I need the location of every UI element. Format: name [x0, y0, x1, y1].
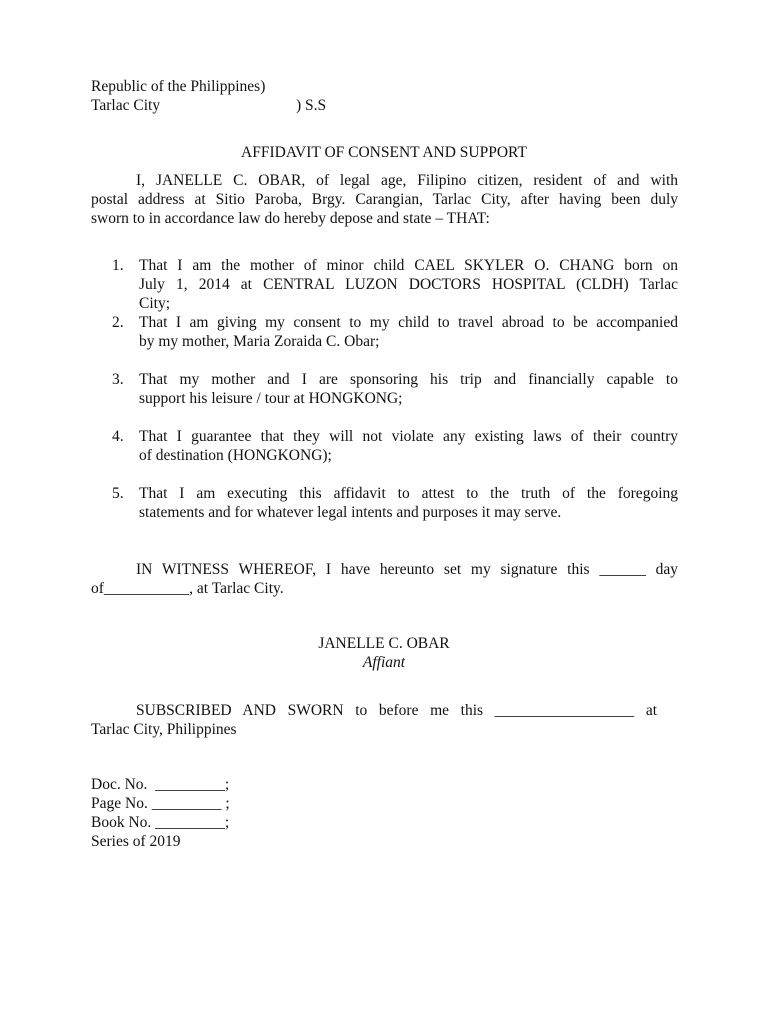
item-number: 4. [112, 428, 124, 445]
item-3-line-2: support his leisure / tour at HONGKONG; [139, 390, 403, 407]
notary-series: Series of 2019 [91, 833, 181, 850]
subscribed-line-1: SUBSCRIBED AND SWORN to before me this __________________ at [136, 702, 657, 719]
intro-line-1: I, JANELLE C. OBAR, of legal age, Filipino citizen, resident of and with [136, 172, 678, 189]
intro-line-3: sworn to in accordance law do hereby depose and state – THAT: [91, 210, 490, 227]
item-1-line-2: July 1, 2014 at CENTRAL LUZON DOCTORS HOSPITAL (CLDH) Tarlac [139, 276, 678, 293]
caption-ss: ) S.S [296, 97, 327, 114]
item-number: 1. [112, 257, 124, 274]
document-title: AFFIDAVIT OF CONSENT AND SUPPORT [241, 144, 527, 161]
intro-line-2: postal address at Sitio Paroba, Brgy. Carangian, Tarlac City, after having been duly [91, 191, 678, 208]
item-number: 3. [112, 371, 124, 388]
item-1-line-3: City; [139, 295, 171, 312]
item-3-line-1: That my mother and I are sponsoring his trip and financially capable to [139, 371, 678, 388]
notary-book-no: Book No. _________; [91, 814, 230, 831]
affiant-name: JANELLE C. OBAR [318, 635, 450, 652]
notary-page-no: Page No. _________ ; [91, 795, 230, 812]
item-number: 2. [112, 314, 124, 331]
item-number: 5. [112, 485, 124, 502]
caption-line-city: Tarlac City [91, 97, 161, 114]
item-2-line-1: That I am giving my consent to my child to travel abroad to be accompanied [139, 314, 678, 331]
item-4-line-1: That I guarantee that they will not violate any existing laws of their country [139, 428, 678, 445]
item-1-line-1: That I am the mother of minor child CAEL SKYLER O. CHANG born on [139, 257, 678, 274]
item-2-line-2: by my mother, Maria Zoraida C. Obar; [139, 333, 380, 350]
item-5-line-1: That I am executing this affidavit to attest to the truth of the foregoing [139, 485, 678, 502]
subscribed-line-2: Tarlac City, Philippines [91, 721, 237, 738]
affiant-role: Affiant [362, 654, 406, 671]
witness-line-1: IN WITNESS WHEREOF, I have hereunto set my signature this ______ day [136, 561, 678, 578]
notary-doc-no: Doc. No. _________; [91, 776, 230, 793]
item-5-line-2: statements and for whatever legal intents and purposes it may serve. [139, 504, 562, 521]
witness-line-2: of___________, at Tarlac City. [91, 580, 284, 597]
item-4-line-2: of destination (HONGKONG); [139, 447, 332, 464]
caption-line-republic: Republic of the Philippines) [91, 78, 266, 95]
